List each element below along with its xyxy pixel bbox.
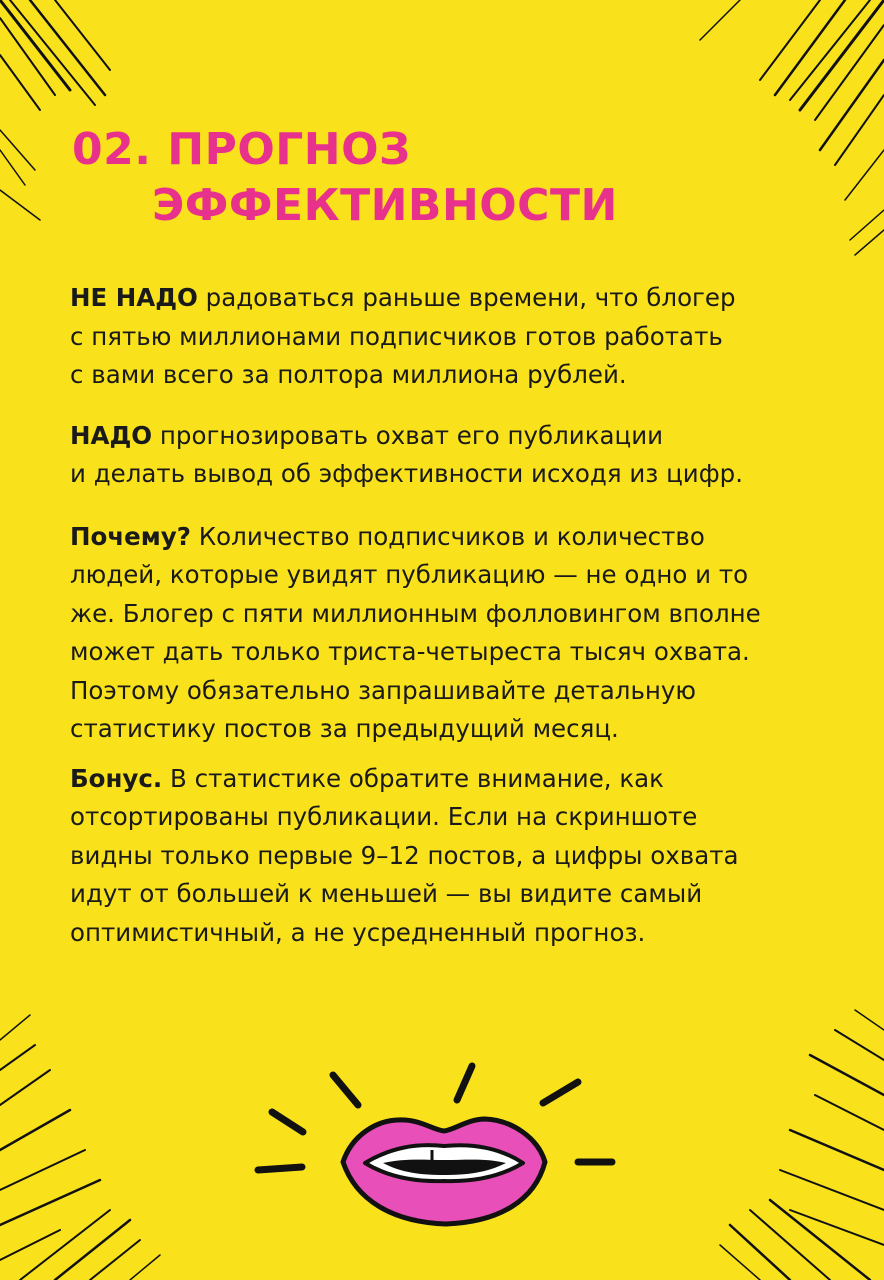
text-line: отсортированы публикации. Если на скриншоте — [70, 802, 698, 831]
title-line-2: ЭФФЕКТИВНОСТИ — [152, 180, 618, 231]
text-line — [70, 518, 860, 557]
text-line: оптимистичный, а не усредненный прогноз. — [70, 917, 646, 947]
paragraph-lead: Бонус. — [70, 763, 163, 793]
paragraph-bonus — [70, 760, 860, 953]
paragraph-lead: НАДО — [70, 420, 153, 450]
text-fragment: прогнозировать охват его публикации — [152, 420, 664, 450]
text-fragment: Количество подписчиков и количество — [190, 521, 705, 551]
paragraph-lead: НЕ НАДО — [70, 283, 198, 312]
text-line: с вами всего за полтора миллиона рублей. — [70, 360, 627, 389]
paragraph-lead: Почему? — [70, 521, 191, 551]
text-line: может дать только триста-четыреста тысяч охвата. — [70, 637, 750, 666]
text-fragment: В статистике обратите внимание, как — [162, 763, 664, 793]
page-title — [72, 122, 618, 234]
text-line: статистику постов за предыдущий месяц. — [70, 714, 619, 743]
text-line: людей, которые увидят публикацию — не одно и то — [70, 560, 749, 589]
text-line — [70, 417, 860, 456]
paragraph-do — [70, 417, 860, 494]
text-fragment: радоваться раньше времени, что блогер — [197, 283, 736, 312]
lips-icon — [258, 1066, 612, 1224]
paragraph-dont — [70, 279, 860, 395]
title-line-1: 02. ПРОГНОЗ — [72, 124, 411, 175]
text-line: идут от большей к меньшей — вы видите самый — [70, 879, 703, 908]
text-line: и делать вывод об эффективности исходя из цифр. — [70, 459, 743, 488]
text-line: видны только первые 9–12 постов, а цифры охвата — [70, 840, 739, 870]
body-text — [70, 279, 860, 952]
text-line: же. Блогер с пяти миллионным фолловингом вполне — [70, 598, 761, 628]
text-line: Поэтому обязательно запрашивайте детальную — [70, 675, 697, 705]
paragraph-why — [70, 518, 860, 749]
text-line: с пятью миллионами подписчиков готов работать — [70, 321, 723, 351]
text-line — [70, 760, 860, 799]
text-line — [70, 279, 860, 318]
